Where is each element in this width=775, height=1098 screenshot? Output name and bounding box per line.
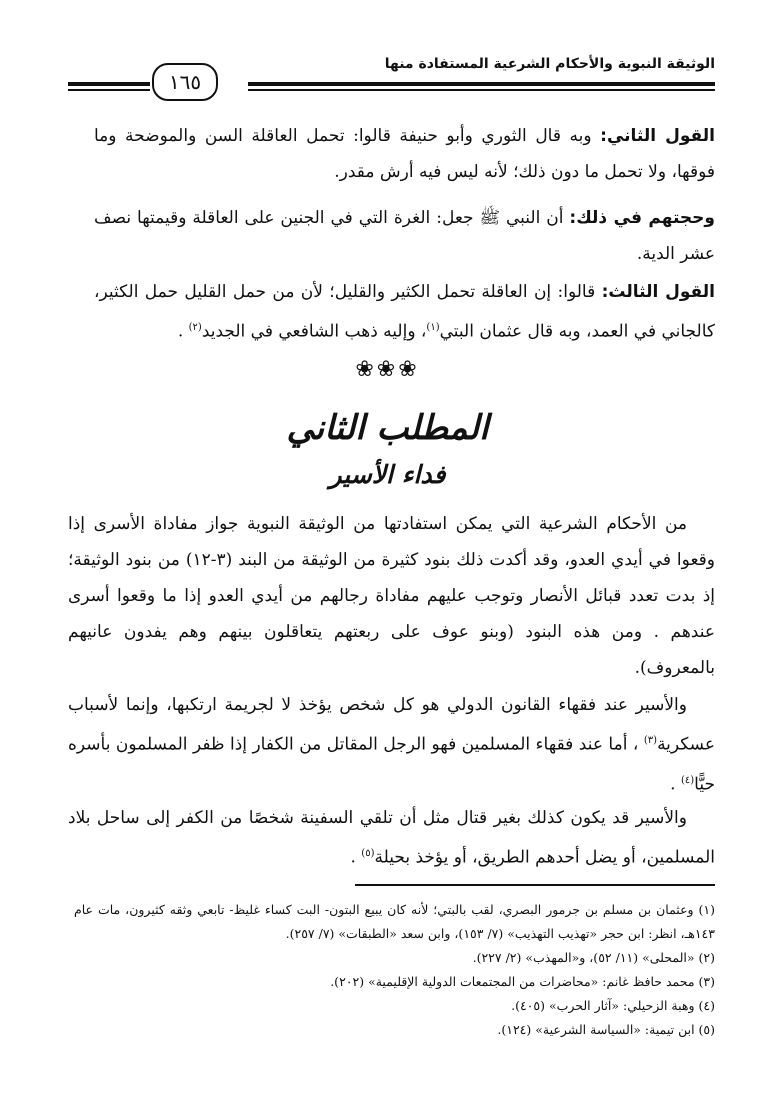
paragraph-qawl-3 <box>94 274 715 350</box>
header-rule-left-thin <box>68 89 150 91</box>
paragraph-2-text-c: . <box>670 774 681 795</box>
footnote-2: (٢) «المحلى» (١١/ ٥٢)، و«المهذب» (٢/ ٢٢٧). <box>472 950 715 965</box>
section-subheading: فداء الأسير <box>329 460 446 489</box>
paragraph-1: من الأحكام الشرعية التي يمكن استفادتها من الوثيقة النبوية جواز مفاداة الأسرى إذا وقعوا في أيدي العدو، وقد أكدت ذلك بنود كثيرة من الوثيقة من البند (٣-١٢) من بنود الوثيقة؛ إذ بدت تعدد قبائل الأنصار وتوجب عليهم مفاداة رجالهم من أيدي العدو إذا ما وقعوا أسرى عندهم . ومن هذه البنود (وبنو عوف على ربعتهم يتعاقلون بينهم وهم يفدون عانيهم بالمعروف). <box>68 514 715 678</box>
header-rule-left-thick <box>68 82 150 86</box>
paragraph-hujja <box>94 200 715 272</box>
section-heading: المطلب الثاني <box>286 408 489 448</box>
footnote-4: (٤) وهبة الزحيلي: «آثار الحرب» (٤٠٥). <box>511 998 715 1013</box>
footnote-ref-1[interactable]: (١) <box>426 322 440 333</box>
running-title: الوثيقة النبوية والأحكام الشرعية المستفادة منها <box>384 56 715 72</box>
paragraph-2-text-b: ، أما عند فقهاء المسلمين فهو الرجل المقاتل من الكفار إذا ظفر المسلمون بأسره حيًّا <box>68 734 715 795</box>
footnote-ref-3[interactable]: (٣) <box>643 735 658 746</box>
header-rule-thick <box>248 82 715 86</box>
hujja-lead: وحجتهم في ذلك: <box>569 208 715 228</box>
qawl-3-lead: القول الثالث: <box>601 282 716 302</box>
paragraph-2-text-a: والأسير عند فقهاء القانون الدولي هو كل شخص يؤخذ لا لجريمة ارتكبها، وإنما لأسباب عسكرية <box>68 695 715 755</box>
paragraph-2 <box>68 687 715 802</box>
footnote-5: (٥) ابن تيمية: «السياسة الشرعية» (١٢٤). <box>497 1022 715 1037</box>
footnote-ref-5[interactable]: (٥) <box>361 848 375 859</box>
section-separator-ornament: ❀❀❀ <box>355 357 420 382</box>
footnote-separator <box>355 884 715 886</box>
paragraph-3-text-b: . <box>350 847 362 868</box>
paragraph-3-text-a: والأسير قد يكون كذلك بغير قتال مثل أن تلقي السفينة شخصًا من الكفر إلى ساحل بلاد المسلمين، أو يضل أحدهم الطريق، أو يؤخذ بحيلة <box>68 808 715 868</box>
qawl-2-lead: القول الثاني: <box>600 126 715 146</box>
footnote-3: (٣) محمد حافظ غانم: «محاضرات من المجتمعات الدولية الإقليمية» (٢٠٢). <box>330 974 715 989</box>
paragraph-3 <box>68 800 715 876</box>
header-rule-thin <box>248 89 715 91</box>
qawl-2-text: وبه قال الثوري وأبو حنيفة قالوا: تحمل العاقلة السن والموضحة وما فوقها، ولا تحمل ما دون ذلك؛ لأنه ليس فيه أرش مقدر. <box>94 126 715 182</box>
footnote-ref-4[interactable]: (٤) <box>680 774 695 786</box>
footnote-1: (١) وعثمان بن مسلم بن جرمور البصري، لقب بالبتي؛ لأنه كان يبيع البتون- البت كساء غليظ- تابعي وثقه كثيرون، مات عام ١٤٣هـ، انظر: ابن حجر «تهذيب التهذيب» (٧/ ١٥٣)، وابن سعد «الطبقات» (٧/ ٢٥٧). <box>74 902 715 941</box>
qawl-3-text-c: . <box>177 321 189 342</box>
qawl-3-text-a: قالوا: إن العاقلة تحمل الكثير والقليل؛ لأن من حمل القليل حمل الكثير، كالجاني في العمد، وبه قال عثمان البتي <box>94 282 715 342</box>
hujja-text: أن النبي ﷺ جعل: الغرة التي في الجنين على العاقلة وقيمتها نصف عشر الدية. <box>94 208 715 264</box>
footnote-ref-2[interactable]: (٢) <box>188 322 202 333</box>
footnotes <box>74 898 715 1042</box>
page-number: ١٦٥ <box>152 63 218 101</box>
paragraph-qawl-2 <box>94 118 715 190</box>
qawl-3-text-b: ، وإليه ذهب الشافعي في الجديد <box>201 321 427 342</box>
